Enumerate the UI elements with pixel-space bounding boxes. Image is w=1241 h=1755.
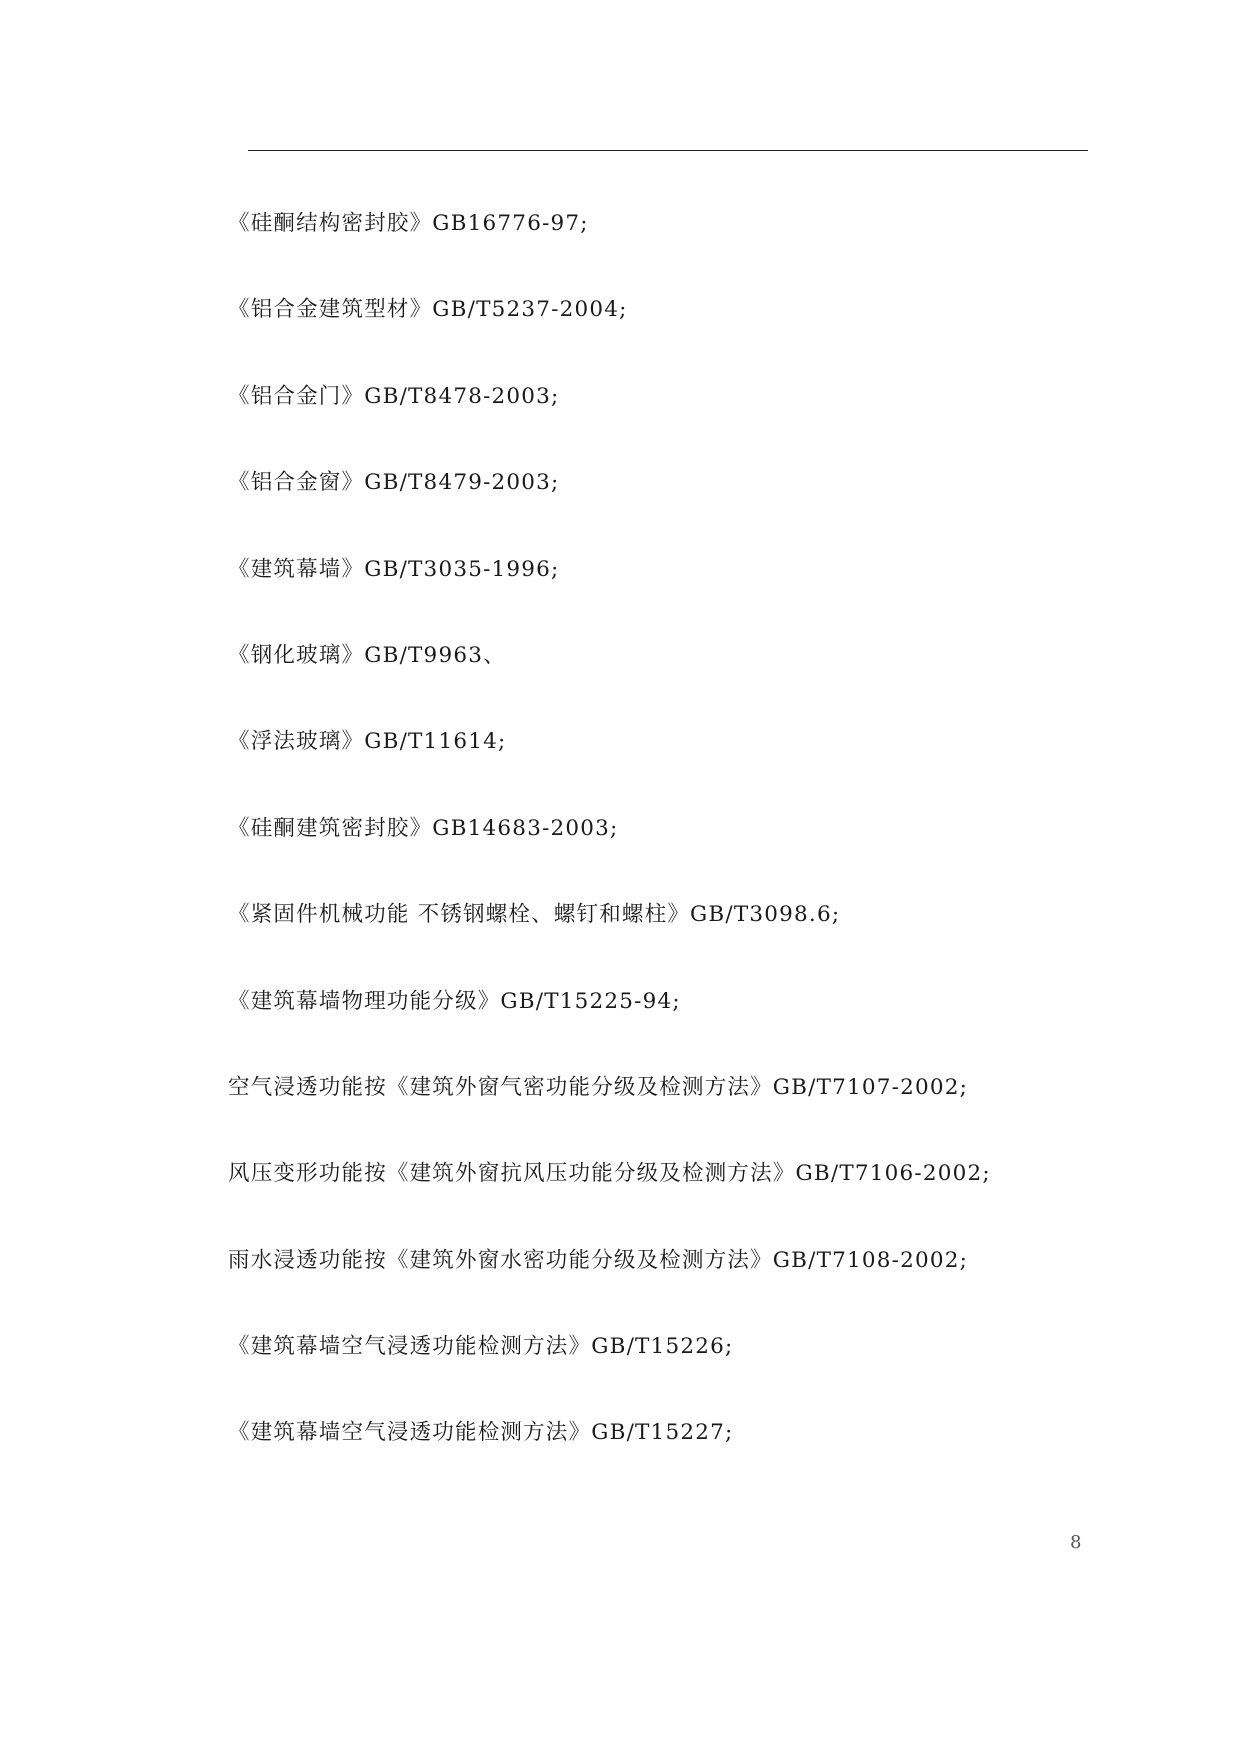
page-number: 8 [1070,1532,1082,1553]
list-item: 《建筑幕墙物理功能分级》GB/T15225-94; [228,988,681,1014]
list-item: 《铝合金建筑型材》GB/T5237-2004; [228,297,628,323]
list-item: 雨水浸透功能按《建筑外窗水密功能分级及检测方法》GB/T7108-2002; [228,1247,969,1273]
list-item: 《浮法玻璃》GB/T11614; [228,729,507,755]
list-item: 《硅酮建筑密封胶》GB14683-2003; [228,815,619,841]
list-item: 《铝合金窗》GB/T8479-2003; [228,470,560,496]
standards-list [228,206,991,1502]
header-rule [248,150,1088,151]
list-item: 《建筑幕墙》GB/T3035-1996; [228,556,560,582]
list-item: 《硅酮结构密封胶》GB16776-97; [228,211,589,236]
list-item: 《建筑幕墙空气浸透功能检测方法》GB/T15227; [228,1420,734,1446]
list-item: 空气浸透功能按《建筑外窗气密功能分级及检测方法》GB/T7107-2002; [228,1074,969,1100]
list-item: 风压变形功能按《建筑外窗抗风压功能分级及检测方法》GB/T7106-2002; [228,1161,991,1187]
list-item: 《钢化玻璃》GB/T9963、 [228,642,506,668]
list-item: 《建筑幕墙空气浸透功能检测方法》GB/T15226; [228,1334,734,1360]
list-item: 《铝合金门》GB/T8478-2003; [228,383,560,409]
list-item: 《紧固件机械功能 不锈钢螺栓、螺钉和螺柱》GB/T3098.6; [228,902,841,928]
